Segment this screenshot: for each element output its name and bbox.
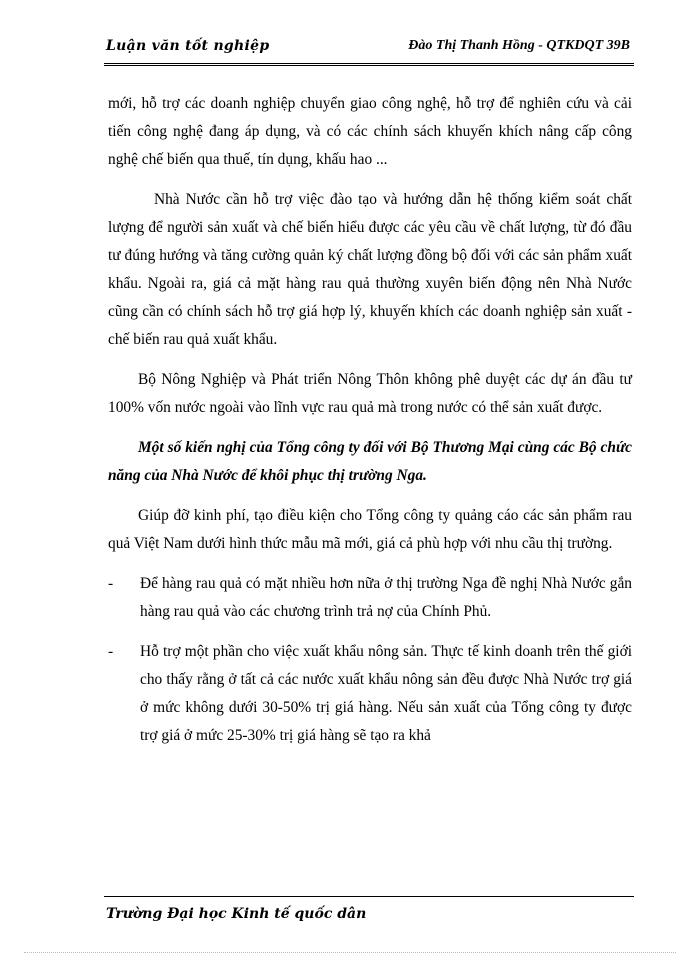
paragraph-1: mới, hỗ trợ các doanh nghiệp chuyển giao công nghệ, hỗ trợ để nghiên cứu và cải tiến công nghệ đang áp dụng, và có các chính sách khuyến khích nâng cấp công nghệ chế biến qua thuế, tín dụng, khấu hao ... bbox=[108, 95, 632, 168]
bullet-text: Hỗ trợ một phần cho việc xuất khẩu nông sản. Thực tế kinh doanh trên thế giới cho thấy rằng ở tất cả các nước xuất khẩu nông sản đều được Nhà Nước trợ giá ở mức không dưới 30-50% trị giá hàng. Nếu sản xuất của Tổng công ty được trợ giá ở mức 25-30% trị giá hàng sẽ tạo ra khả bbox=[140, 643, 632, 744]
bullet-item bbox=[108, 638, 632, 750]
bullet-marker: - bbox=[108, 643, 114, 660]
bullet-item bbox=[108, 570, 632, 626]
page-edge bbox=[24, 952, 676, 953]
bullet-text: Để hàng rau quả có mặt nhiều hơn nữa ở thị trường Nga đề nghị Nhà Nước gắn hàng rau quả vào các chương trình trả nợ của Chính Phủ. bbox=[140, 575, 632, 620]
footer-divider bbox=[104, 896, 634, 897]
section-heading: Một số kiến nghị của Tổng công ty đối với Bộ Thương Mại cùng các Bộ chức năng của Nhà Nước để khôi phục thị trường Nga. bbox=[108, 439, 632, 484]
paragraph-4: Giúp đỡ kinh phí, tạo điều kiện cho Tổng công ty quảng cáo các sản phẩm rau quả Việt Nam dưới hình thức mẫu mã mới, giá cả phù hợp với nhu cầu thị trường. bbox=[108, 507, 632, 552]
header-author: Đào Thị Thanh Hồng - QTKDQT 39B bbox=[408, 38, 630, 53]
header-thesis-label: Luận văn tốt nghiệp bbox=[106, 38, 270, 54]
bullet-marker: - bbox=[108, 575, 114, 592]
paragraph-3: Bộ Nông Nghiệp và Phát triển Nông Thôn không phê duyệt các dự án đầu tư 100% vốn nước ngoài vào lĩnh vực rau quả mà trong nước có thể sản xuất được. bbox=[108, 371, 632, 416]
header-divider bbox=[104, 63, 634, 66]
page-header bbox=[106, 38, 630, 62]
document-body bbox=[108, 90, 632, 750]
footer-university: Trường Đại học Kinh tế quốc dân bbox=[106, 906, 367, 922]
paragraph-2: Nhà Nước cần hỗ trợ việc đào tạo và hướng dẫn hệ thống kiểm soát chất lượng để người sản xuất và chế biến hiểu được các yêu cầu về chất lượng, từ đó đầu tư đúng hướng và tăng cường quản ký chất lượng đồng bộ đối với các sản phẩm xuất khẩu. Ngoài ra, giá cả mặt hàng rau quả thường xuyên biến động nên Nhà Nước cũng cần có chính sách hỗ trợ giá hợp lý, khuyến khích các doanh nghiệp sản xuất - chế biến rau quả xuất khẩu. bbox=[108, 191, 632, 348]
